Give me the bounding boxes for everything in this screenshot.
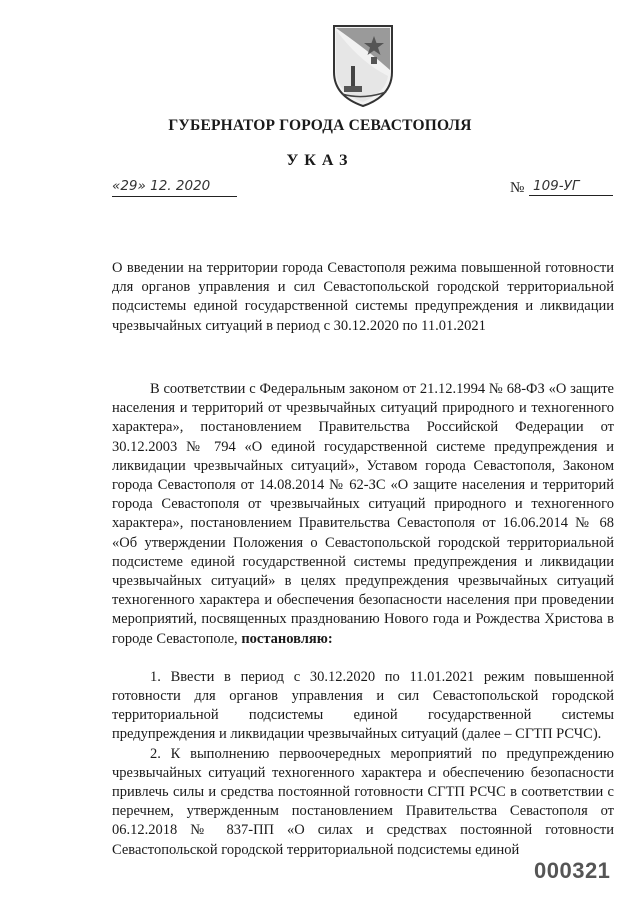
document-date: «29» 12. 2020: [112, 178, 237, 197]
document-title: О введении на территории города Севастополя режима повышенной готовности для органов управления и сил Севастопольской городской территориальной подсистемы единой государственной системы предупреждения и ликвидации чрезвычайных ситуаций в период с 30.12.2020 по 11.01.2021: [112, 260, 614, 334]
coat-of-arms-icon: [330, 22, 396, 108]
document-type: УКАЗ: [286, 152, 354, 169]
decree-word: постановляю:: [241, 630, 333, 647]
preamble-text: В соответствии с Федеральным законом от 21.12.1994 № 68-ФЗ «О защите населения и территорий от чрезвычайных ситуаций природного и техногенного характера», постановлением Правительства Российской Федерации от 30.12.2003 № 794 «О единой государственной системе предупреждения и ликвидации чрезвычайных ситуаций», Уставом города Севастополя, Законом города Севастополя от 14.08.2014 № 62-ЗС «О защите населения и территорий города Севастополя от чрезвычайных ситуаций природного и техногенного характера», постановлением Правительства Севастополя от 16.06.2014 № 68 «Об утверждении Положения о Севастопольской городской территориальной подсистеме единой государственной системы предупреждения и ликвидации чрезвычайных ситуаций» в целях предупреждения чрезвычайных ситуаций техногенного характера и обеспечения безопасности населения при проведении мероприятий, посвященных празднованию Нового года и Рождества Христова в городе Севастополе,: [112, 381, 614, 647]
clause-2: 2. К выполнению первоочередных мероприятий по предупреждению чрезвычайных ситуаций техногенного характера и обеспечению безопасности привлечь силы и средства постоянной готовности СГТП РСЧС в соответствии с перечнем, утвержденным постановлением Правительства Севастополя от 06.12.2018 № 837-ПП «О силах и средствах постоянной готовности Севастопольской городской территориальной подсистемы единой: [112, 745, 614, 858]
issuing-authority: ГУБЕРНАТОР ГОРОДА СЕВАСТОПОЛЯ: [168, 117, 472, 134]
clause-1: 1. Ввести в период с 30.12.2020 по 11.01.2021 режим повышенной готовности для органов управления и сил Севастопольской городской территориальной подсистемы единой государственной системы предупреждения и ликвидации чрезвычайных ситуаций (далее – СГТП РСЧС).: [112, 668, 614, 743]
preamble-paragraph: [112, 380, 614, 649]
document-number: 109-УГ: [529, 178, 613, 196]
page-stamp-number: 000321: [534, 858, 611, 883]
document-body: [112, 380, 614, 860]
number-label: №: [510, 180, 525, 196]
